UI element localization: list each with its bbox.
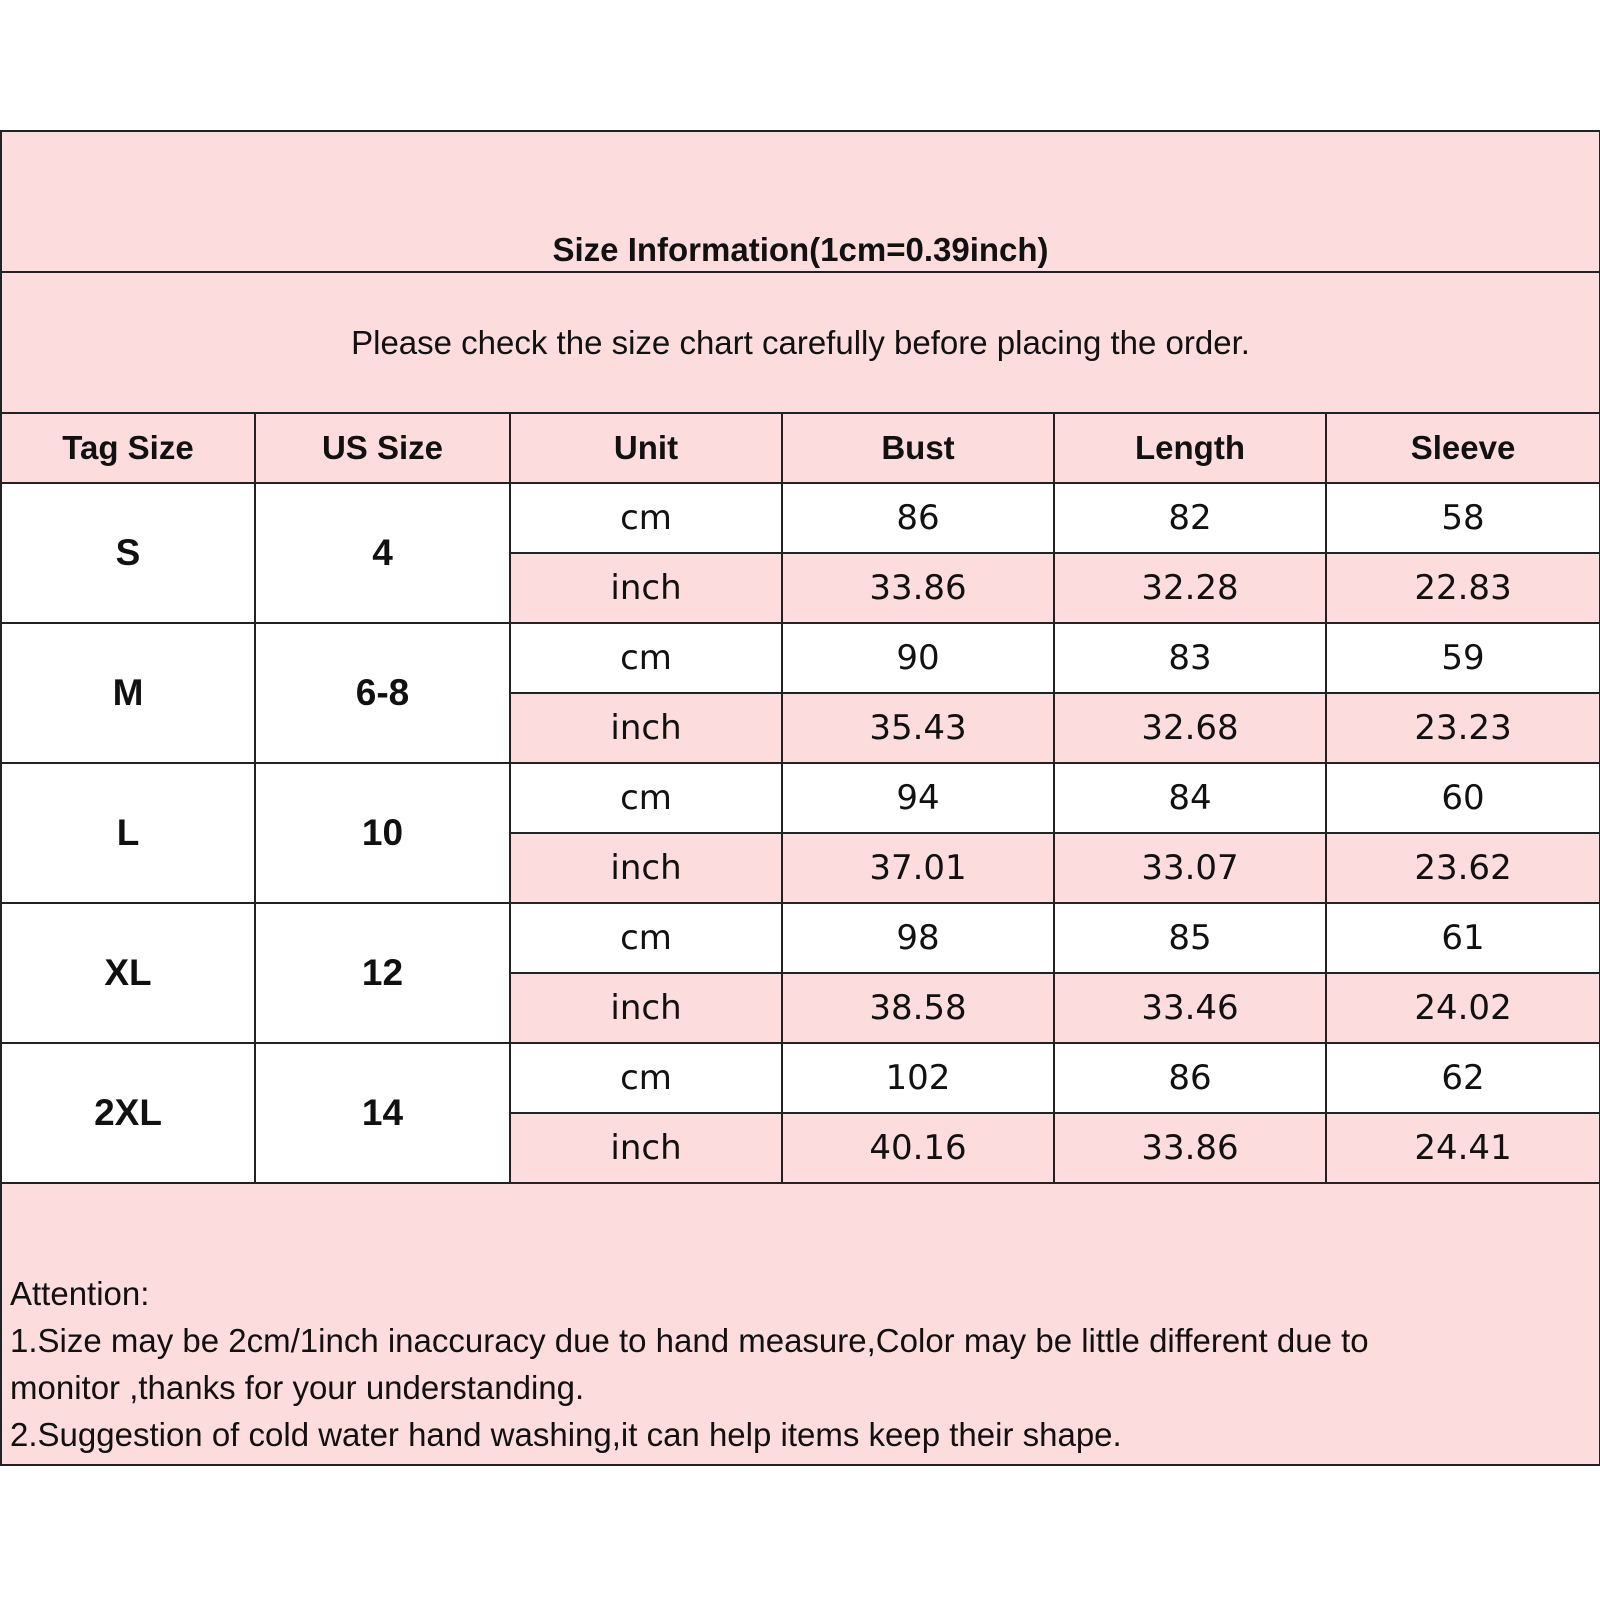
bust-cell: 102 (782, 1043, 1054, 1113)
unit-cell: inch (510, 973, 782, 1043)
header-row (1, 413, 1600, 483)
attention-heading: Attention: (10, 1275, 150, 1312)
length-cell: 85 (1054, 903, 1326, 973)
length-cell: 84 (1054, 763, 1326, 833)
bust-cell: 98 (782, 903, 1054, 973)
notice-row (1, 272, 1600, 413)
sleeve-cell: 58 (1326, 483, 1600, 553)
unit-cell: cm (510, 483, 782, 553)
sleeve-cell: 22.83 (1326, 553, 1600, 623)
unit-cell: inch (510, 693, 782, 763)
tag-size-cell: M (1, 623, 255, 763)
sleeve-cell: 61 (1326, 903, 1600, 973)
length-cell: 86 (1054, 1043, 1326, 1113)
length-cell: 82 (1054, 483, 1326, 553)
us-size-cell: 4 (255, 483, 510, 623)
header-sleeve: Sleeve (1326, 413, 1600, 483)
size-table (0, 130, 1600, 1466)
sleeve-cell: 60 (1326, 763, 1600, 833)
header-unit: Unit (510, 413, 782, 483)
size-row (1, 483, 1600, 553)
bust-cell: 33.86 (782, 553, 1054, 623)
sleeve-cell: 23.62 (1326, 833, 1600, 903)
tag-size-cell: S (1, 483, 255, 623)
bust-cell: 35.43 (782, 693, 1054, 763)
size-row (1, 903, 1600, 973)
us-size-cell: 14 (255, 1043, 510, 1183)
attention-note (1, 1183, 1600, 1465)
bust-cell: 40.16 (782, 1113, 1054, 1183)
us-size-cell: 12 (255, 903, 510, 1043)
us-size-cell: 6-8 (255, 623, 510, 763)
page-title: Size Information(1cm=0.39inch) (1, 131, 1600, 272)
unit-cell: cm (510, 1043, 782, 1113)
order-notice: Please check the size chart carefully before placing the order. (1, 272, 1600, 413)
bust-cell: 90 (782, 623, 1054, 693)
bust-cell: 86 (782, 483, 1054, 553)
tag-size-cell: L (1, 763, 255, 903)
unit-cell: cm (510, 623, 782, 693)
size-chart-sheet (0, 130, 1599, 1468)
bust-cell: 38.58 (782, 973, 1054, 1043)
attention-line-1a: 1.Size may be 2cm/1inch inaccuracy due to hand measure,Color may be little different due to (10, 1322, 1369, 1359)
attention-line-2: 2.Suggestion of cold water hand washing,it can help items keep their shape. (10, 1416, 1122, 1453)
bust-cell: 94 (782, 763, 1054, 833)
length-cell: 32.68 (1054, 693, 1326, 763)
bust-cell: 37.01 (782, 833, 1054, 903)
attention-row (1, 1183, 1600, 1465)
size-row (1, 1043, 1600, 1113)
sleeve-cell: 24.41 (1326, 1113, 1600, 1183)
size-row (1, 623, 1600, 693)
header-tag-size: Tag Size (1, 413, 255, 483)
header-length: Length (1054, 413, 1326, 483)
title-row (1, 131, 1600, 272)
header-bust: Bust (782, 413, 1054, 483)
length-cell: 33.46 (1054, 973, 1326, 1043)
size-row (1, 763, 1600, 833)
us-size-cell: 10 (255, 763, 510, 903)
sleeve-cell: 23.23 (1326, 693, 1600, 763)
length-cell: 33.07 (1054, 833, 1326, 903)
tag-size-cell: 2XL (1, 1043, 255, 1183)
unit-cell: cm (510, 763, 782, 833)
header-us-size: US Size (255, 413, 510, 483)
unit-cell: inch (510, 833, 782, 903)
attention-line-1b: monitor ,thanks for your understanding. (10, 1369, 585, 1406)
length-cell: 32.28 (1054, 553, 1326, 623)
sleeve-cell: 62 (1326, 1043, 1600, 1113)
sleeve-cell: 24.02 (1326, 973, 1600, 1043)
tag-size-cell: XL (1, 903, 255, 1043)
length-cell: 33.86 (1054, 1113, 1326, 1183)
length-cell: 83 (1054, 623, 1326, 693)
unit-cell: cm (510, 903, 782, 973)
unit-cell: inch (510, 1113, 782, 1183)
sleeve-cell: 59 (1326, 623, 1600, 693)
unit-cell: inch (510, 553, 782, 623)
